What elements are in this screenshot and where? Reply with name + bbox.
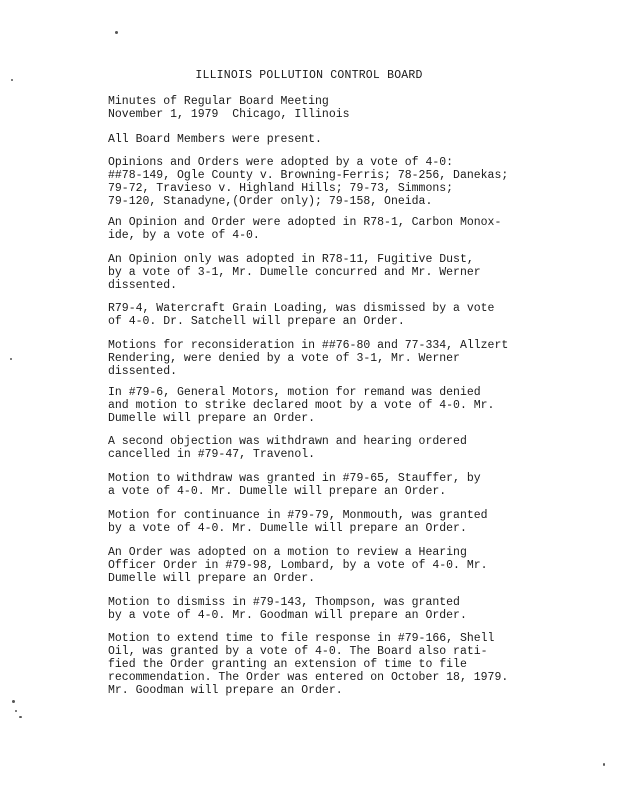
paragraph-thompson: Motion to dismiss in #79-143, Thompson, was granted by a vote of 4-0. Mr. Goodman will prepare an Order. [108, 596, 467, 622]
scan-speck [603, 763, 605, 766]
paragraph-reconsideration: Motions for reconsideration in ##76-80 and 77-334, Allzert Rendering, were denied by a vote of 3-1, Mr. Werner dissented. [108, 339, 509, 378]
meeting-type: Minutes of Regular Board Meeting [108, 95, 329, 108]
scan-speck [19, 716, 22, 718]
document-title: ILLINOIS POLLUTION CONTROL BOARD [195, 69, 423, 82]
paragraph-general-motors: In #79-6, General Motors, motion for remand was denied and motion to strike declared moot by a vote of 4-0. Mr. Dumelle will prepare an Order. [108, 386, 495, 425]
paragraph-stauffer: Motion to withdraw was granted in #79-65, Stauffer, by a vote of 4-0. Mr. Dumelle will prepare an Order. [108, 472, 481, 498]
meeting-date-location: November 1, 1979 Chicago, Illinois [108, 108, 350, 121]
scan-speck [15, 710, 17, 712]
paragraph-r79-4: R79-4, Watercraft Grain Loading, was dismissed by a vote of 4-0. Dr. Satchell will prepare an Order. [108, 302, 495, 328]
paragraph-opinions-orders: Opinions and Orders were adopted by a vote of 4-0: ##78-149, Ogle County v. Browning-Ferris; 78-256, Danekas; 79-72, Travieso v. Highland Hills; 79-73, Simmons; 79-120, Stanadyne,(Order only); 79-158, Oneida. [108, 156, 509, 208]
paragraph-attendance: All Board Members were present. [108, 133, 322, 146]
paragraph-lombard: An Order was adopted on a motion to review a Hearing Officer Order in #79-98, Lombard, by a vote of 4-0. Mr. Dumelle will prepare an Order. [108, 546, 488, 585]
paragraph-r78-11: An Opinion only was adopted in R78-11, Fugitive Dust, by a vote of 3-1, Mr. Dumelle concurred and Mr. Werner dissented. [108, 253, 481, 292]
paragraph-shell-oil: Motion to extend time to file response in #79-166, Shell Oil, was granted by a vote of 4-0. The Board also rati- fied the Order granting an extension of time to file recommendation. The Order was entered on October 18, 1979. Mr. Goodman will prepare an Order. [108, 632, 509, 697]
scan-speck [10, 358, 12, 360]
paragraph-monmouth: Motion for continuance in #79-79, Monmouth, was granted by a vote of 4-0. Mr. Dumelle will prepare an Order. [108, 509, 488, 535]
scan-speck [115, 31, 118, 34]
scan-speck [12, 700, 15, 703]
paragraph-travenol: A second objection was withdrawn and hearing ordered cancelled in #79-47, Travenol. [108, 435, 467, 461]
paragraph-r78-1: An Opinion and Order were adopted in R78-1, Carbon Monox- ide, by a vote of 4-0. [108, 216, 502, 242]
